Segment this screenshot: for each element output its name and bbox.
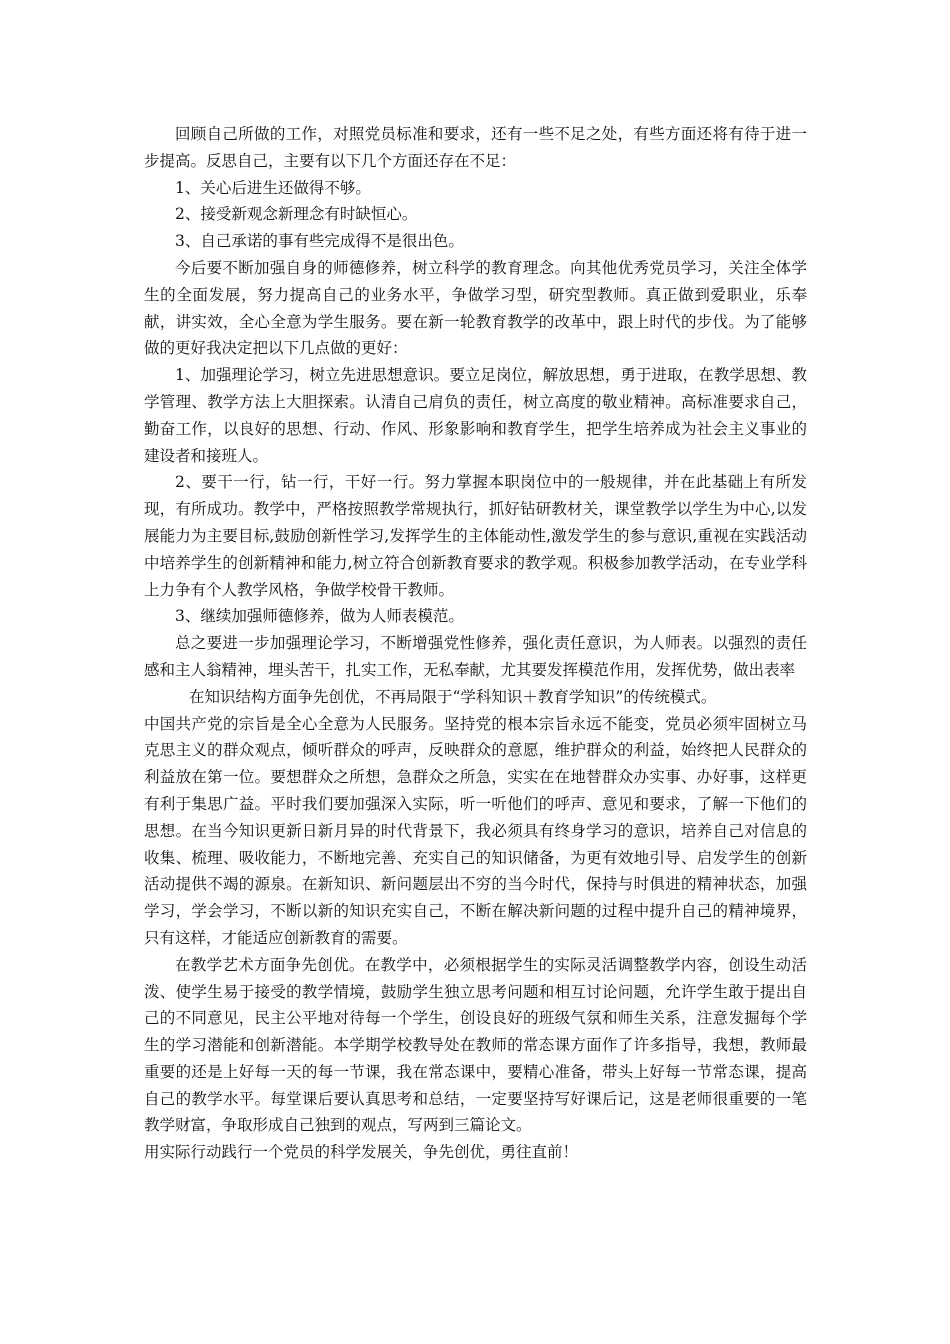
- paragraph-shortcoming-3: 3、自己承诺的事有些完成得不是很出色。: [175, 232, 464, 251]
- paragraph-teaching-art: 在教学艺术方面争先创优。在教学中，必须根据学生的实际灵活调整教学内容，创设生动活泼、使学生易于接受的教学情境，鼓励学生独立思考问题和相互讨论问题，允许学生敢于提出自己的不同意见，民主公平地对待每一个学生，创设良好的班级气氛和师生关系，注意发掘每个学生的学习潜能和创新潜能。本学期学校教导处在教师的常态课方面作了许多指导，我想，教师最重要的还是上好每一天的每一节课，我在常态课中，要精心准备，带头上好每一节常态课，提高自己的教学水平。每堂课后要认真思考和总结，一定要坚持写好课后记，这是老师很重要的一笔教学财富，争取形成自己独到的观点，写两到三篇论文。: [144, 955, 807, 1135]
- paragraph-shortcoming-2: 2、接受新观念新理念有时缺恒心。: [175, 205, 418, 224]
- paragraph-knowledge-structure: 在知识结构方面争先创优，不再局限于“学科知识＋教育学知识”的传统模式。: [189, 687, 717, 706]
- paragraph-plan-1: 1、加强理论学习，树立先进思想意识。要立足岗位，解放思想，勇于进取，在教学思想、教学管理、教学方法上大胆探索。认清自己肩负的责任，树立高度的敬业精神。高标准要求自己，勤奋工作，以良好的思想、行动、作风、形象影响和教育学生，把学生培养成为社会主义事业的建设者和接班人。: [144, 366, 807, 465]
- paragraph-review: 回顾自己所做的工作，对照党员标准和要求，还有一些不足之处，有些方面还将有待于进一步提高。反思自己，主要有以下几个方面还存在不足：: [144, 125, 807, 170]
- paragraph-shortcoming-1: 1、关心后进生还做得不够。: [175, 178, 371, 197]
- paragraph-plan-3: 3、继续加强师德修养，做为人师表模范。: [175, 607, 464, 626]
- document-body: [144, 121, 807, 1166]
- paragraph-summary: 总之要进一步加强理论学习，不断增强党性修养，强化责任意识，为人师表。以强烈的责任感和主人翁精神，埋头苦干，扎实工作，无私奉献，尤其要发挥模范作用，发挥优势，做出表率: [144, 634, 807, 679]
- paragraph-future-plan: 今后要不断加强自身的师德修养，树立科学的教育理念。向其他优秀党员学习，关注全体学生的全面发展，努力提高自己的业务水平，争做学习型，研究型教师。真正做到爱职业，乐奉献，讲实效，全心全意为学生服务。要在新一轮教育教学的改革中，跟上时代的步伐。为了能够做的更好我决定把以下几点做的更好：: [144, 258, 807, 358]
- paragraph-plan-2: 2、要干一行，钻一行，干好一行。努力掌握本职岗位中的一般规律，并在此基础上有所发现，有所成功。教学中，严格按照教学常规执行，抓好钻研教材关，课堂教学以学生为中心,以发展能力为主要目标,鼓励创新性学习,发挥学生的主体能动性,激发学生的参与意识,重视在实践活动中培养学生的创新精神和能力,树立符合创新教育要求的教学观。积极参加教学活动，在专业学科上力争有个人教学风格，争做学校骨干教师。: [144, 473, 807, 599]
- paragraph-party-purpose: 中国共产党的宗旨是全心全意为人民服务。坚持党的根本宗旨永远不能变，党员必须牢固树立马克思主义的群众观点，倾听群众的呼声，反映群众的意愿，维护群众的利益，始终把人民群众的利益放在第一位。要想群众之所想，急群众之所急，实实在在地替群众办实事、办好事，这样更有利于集思广益。平时我们要加强深入实际，听一听他们的呼声、意见和要求，了解一下他们的思想。在当今知识更新日新月异的时代背景下，我必须具有终身学习的意识，培养自己对信息的收集、梳理、吸收能力，不断地完善、充实自己的知识储备，为更有效地引导、启发学生的创新活动提供不竭的源泉。在新知识、新问题层出不穷的当今时代，保持与时俱进的精神状态，加强学习，学会学习，不断以新的知识充实自己，不断在解决新问题的过程中提升自己的精神境界，只有这样，才能适应创新教育的需要。: [144, 714, 807, 947]
- paragraph-closing: 用实际行动践行一个党员的科学发展关，争先创优，勇往直前！: [144, 1143, 579, 1162]
